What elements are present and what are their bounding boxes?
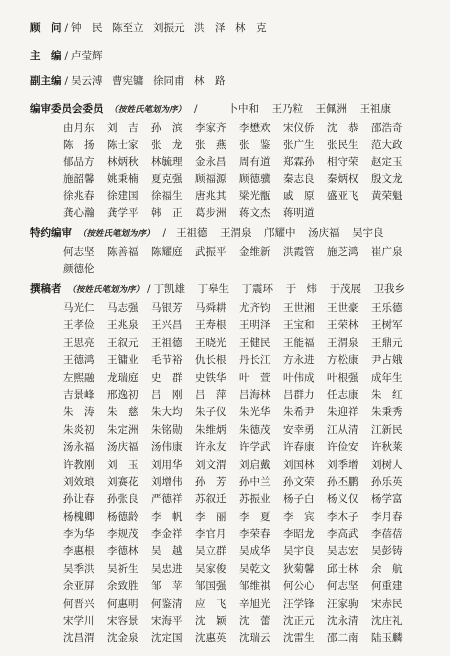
name: 盛亚飞	[327, 190, 359, 202]
name: 王佩洲	[315, 103, 348, 115]
committee-title: 编审委员会委员	[30, 103, 104, 115]
name: 苏叙迁	[195, 493, 227, 506]
name: 汤庆福	[107, 441, 139, 454]
name: 王世豪	[327, 302, 359, 314]
name: 应 飞	[195, 597, 227, 610]
name: 安幸勇	[283, 423, 315, 436]
name: 刘赛花	[107, 475, 139, 488]
name: 林 克	[235, 22, 267, 34]
name: 郑霖孙	[283, 156, 315, 168]
name: 孙 芳	[195, 475, 227, 488]
name: 沈正元	[283, 615, 315, 628]
name-row	[0, 337, 450, 350]
name: 狄菊馨	[283, 562, 315, 575]
name: 刘用华	[151, 458, 183, 471]
name: 王乐德	[371, 302, 403, 314]
name: 李为华	[63, 528, 95, 541]
name-row	[0, 263, 450, 276]
name: 钟 民	[71, 22, 103, 34]
name: 叶根强	[327, 371, 359, 384]
name: 毛节裕	[151, 354, 183, 367]
name: 孙 滨	[151, 122, 183, 134]
writers-rows	[0, 302, 450, 645]
writers-section	[0, 283, 450, 650]
name: 韩 正	[151, 207, 183, 219]
order-note: （按姓氏笔划为序）	[109, 105, 187, 115]
separator: /	[194, 103, 198, 115]
name: 张 燕	[195, 139, 227, 151]
name: 秦志良	[283, 173, 315, 185]
name: 陆玉麟	[371, 632, 403, 645]
name: 吴云溥	[71, 75, 103, 87]
name: 吕 刚	[151, 388, 183, 401]
name: 邹维祺	[239, 580, 271, 593]
name-row	[0, 354, 450, 367]
name: 邹国强	[195, 580, 227, 593]
name: 苏振业	[239, 493, 271, 506]
name: 龚心瀚	[63, 207, 95, 219]
name: 由月东	[63, 122, 95, 134]
name: 许俭安	[327, 441, 359, 454]
name: 王镛业	[107, 354, 139, 367]
name: 李惠根	[63, 545, 95, 558]
name: 孙文荣	[283, 475, 315, 488]
name: 朱秉秀	[371, 406, 403, 419]
name: 马舜耕	[195, 302, 227, 314]
name: 沈金泉	[107, 632, 139, 645]
name: 沈庄礼	[371, 615, 403, 628]
name: 刘启戴	[239, 458, 271, 471]
name: 史 群	[151, 371, 183, 384]
name: 陈耀庭	[151, 246, 183, 258]
name: 赵定玉	[371, 156, 403, 168]
name: 王明泽	[239, 319, 271, 332]
name: 张 鉴	[239, 139, 271, 151]
name: 李昭龙	[283, 528, 315, 541]
name: 唐兆其	[195, 190, 227, 202]
name: 王祖康	[359, 103, 392, 115]
special-rows	[0, 246, 450, 276]
name: 朱 涛	[63, 406, 95, 419]
name-row	[0, 580, 450, 593]
name: 何惠明	[107, 597, 139, 610]
name: 范大政	[371, 139, 403, 151]
deputy-section	[0, 75, 450, 88]
name: 曹宪镛	[112, 75, 144, 87]
name: 杨学富	[371, 493, 403, 506]
editor-title: 主 编	[30, 50, 62, 62]
name: 王宝和	[283, 319, 315, 332]
name: 余致胜	[107, 580, 139, 593]
name: 朱希尹	[283, 406, 315, 419]
name: 丹长江	[239, 354, 271, 367]
name-row	[0, 246, 450, 259]
name: 李德林	[107, 545, 139, 558]
name: 江从清	[327, 423, 359, 436]
name-row	[0, 173, 450, 186]
name-row	[0, 156, 450, 169]
name: 李蓓蓓	[371, 528, 403, 541]
consultants-names	[71, 22, 276, 35]
name: 朱迎祥	[327, 406, 359, 419]
name: 成年生	[371, 371, 403, 384]
name: 王晓光	[195, 336, 227, 349]
name: 李 帆	[151, 510, 183, 523]
name: 王祖德	[176, 227, 208, 239]
name: 朱定洲	[107, 423, 139, 436]
name: 朱铭勋	[151, 423, 183, 436]
name: 吴忠进	[151, 562, 183, 575]
name-row	[0, 319, 450, 332]
name: 史铁华	[195, 371, 227, 384]
name: 崔广泉	[371, 246, 403, 258]
name: 洪 泽	[194, 22, 226, 34]
name: 何志坚	[63, 246, 95, 258]
name: 王寿根	[195, 319, 227, 332]
name-row	[0, 563, 450, 576]
name-row	[0, 511, 450, 524]
order-note: （按姓氏笔划为序）	[67, 285, 145, 295]
name-row	[0, 598, 450, 611]
name-row	[0, 493, 450, 506]
name: 严德祥	[151, 493, 183, 506]
name: 许教刚	[63, 458, 95, 471]
name: 辛旭光	[239, 597, 271, 610]
name: 朱维炳	[195, 423, 227, 436]
deputy-names	[71, 75, 235, 88]
name: 王德鸿	[63, 354, 95, 367]
name: 朱 慈	[107, 406, 139, 419]
name-row	[0, 459, 450, 472]
name: 吴宇良	[352, 227, 384, 239]
name: 武振平	[195, 246, 227, 258]
name: 宋赤民	[371, 597, 403, 610]
name: 王思亮	[63, 336, 95, 349]
name: 宋海平	[151, 615, 183, 628]
name: 王树军	[371, 319, 403, 332]
name: 于 炜	[285, 283, 318, 295]
name: 沈昌渭	[63, 632, 95, 645]
name-row	[0, 389, 450, 402]
name-row	[0, 545, 450, 558]
separator: /	[64, 22, 69, 34]
name: 邢逸初	[107, 388, 139, 401]
name: 丁凯雄	[153, 283, 186, 295]
name: 汤庆福	[308, 227, 340, 239]
name: 许永友	[195, 441, 227, 454]
name: 叶伟成	[283, 371, 315, 384]
name: 何公心	[283, 580, 315, 593]
name: 刘振元	[153, 22, 185, 34]
name: 沈定国	[151, 632, 183, 645]
name: 孙张良	[107, 493, 139, 506]
name: 吴家俊	[195, 562, 227, 575]
name-row	[0, 207, 450, 220]
name: 王能福	[283, 336, 315, 349]
name: 尹占娥	[371, 354, 403, 367]
name: 马银芳	[151, 302, 183, 314]
special-section	[0, 227, 450, 280]
name: 卢莹辉	[71, 50, 103, 62]
name: 相守荣	[327, 156, 359, 168]
name: 邝耀中	[264, 227, 296, 239]
name: 徐同甫	[153, 75, 185, 87]
name: 张广生	[283, 139, 315, 151]
name: 杨子白	[283, 493, 315, 506]
name-row	[0, 406, 450, 419]
name: 姚秉楠	[107, 173, 139, 185]
name: 汤永福	[63, 441, 95, 454]
name: 邱士林	[327, 562, 359, 575]
name: 朱 红	[371, 388, 403, 401]
name: 王荣林	[327, 319, 359, 332]
name: 王乃粒	[271, 103, 304, 115]
name: 沈瑞云	[239, 632, 271, 645]
name: 沈 颖	[195, 615, 227, 628]
name: 陈士家	[107, 139, 139, 151]
separator: /	[162, 227, 167, 239]
separator: /	[64, 50, 69, 62]
name: 沈 恭	[327, 122, 359, 134]
name: 吕 萍	[195, 388, 227, 401]
name: 林毓理	[151, 156, 183, 168]
name-row	[0, 615, 450, 628]
name: 尤齐钧	[239, 302, 271, 314]
name: 朱大均	[151, 406, 183, 419]
name: 王世湘	[283, 302, 315, 314]
name: 顾福源	[195, 173, 227, 185]
committee-rows	[0, 122, 450, 220]
name: 徐兆春	[63, 190, 95, 202]
writers-title: 撰稿者	[30, 283, 62, 295]
name: 林炳秋	[107, 156, 139, 168]
name: 杨槐卿	[63, 510, 95, 523]
name: 丁皋生	[197, 283, 230, 295]
special-first-row	[176, 227, 396, 240]
name: 刘 吉	[107, 122, 139, 134]
name: 孙丕鹏	[327, 475, 359, 488]
consultants-section	[0, 22, 450, 35]
name: 方永进	[283, 354, 315, 367]
name: 宋学川	[63, 615, 95, 628]
name: 邹 苹	[151, 580, 183, 593]
name: 邵浩奇	[371, 122, 403, 134]
name: 王渭泉	[327, 336, 359, 349]
name: 殷文龙	[371, 173, 403, 185]
name: 何鉴清	[151, 597, 183, 610]
name: 王叙元	[107, 336, 139, 349]
name: 李月春	[371, 510, 403, 523]
name: 蒋明道	[283, 207, 315, 219]
name: 李金祥	[151, 528, 183, 541]
committee-section	[0, 103, 450, 224]
name: 沈雷生	[283, 632, 315, 645]
name: 汪学锋	[283, 597, 315, 610]
name: 沈惠英	[195, 632, 227, 645]
name: 洪霞管	[283, 246, 315, 258]
name: 仇长根	[195, 354, 227, 367]
name: 余亚屏	[63, 580, 95, 593]
name: 王兆泉	[107, 319, 139, 332]
name: 施韶馨	[63, 173, 95, 185]
name: 李懋欢	[239, 122, 271, 134]
name: 李高武	[327, 528, 359, 541]
name: 蒋文杰	[239, 207, 271, 219]
name: 余 航	[371, 562, 403, 575]
name: 汤伟康	[151, 441, 183, 454]
name: 吴彭铸	[371, 545, 403, 558]
name: 李规茂	[107, 528, 139, 541]
name: 顾德骥	[239, 173, 271, 185]
name: 刘树人	[371, 458, 403, 471]
name: 马光仁	[63, 302, 95, 314]
name: 戚 原	[283, 190, 315, 202]
name: 陈善福	[107, 246, 139, 258]
name-row	[0, 528, 450, 541]
order-note: （按姓氏笔划为序）	[78, 229, 155, 239]
name: 李木子	[327, 510, 359, 523]
name: 龚学平	[107, 207, 139, 219]
name: 朱炎初	[63, 423, 95, 436]
name: 朱子仪	[195, 406, 227, 419]
name: 丁震环	[241, 283, 274, 295]
name: 梁光甑	[239, 190, 271, 202]
name: 宋容景	[107, 615, 139, 628]
name-row	[0, 122, 450, 135]
writers-first-row	[154, 283, 418, 296]
name: 郁品方	[63, 156, 95, 168]
name: 吕海林	[239, 388, 271, 401]
name-row	[0, 302, 450, 315]
name: 李 丽	[195, 510, 227, 523]
name-row	[0, 441, 450, 454]
deputy-title: 副主编	[30, 75, 62, 87]
name-row	[0, 424, 450, 437]
name: 刘季增	[327, 458, 359, 471]
name-row	[0, 190, 450, 203]
name: 李荣春	[239, 528, 271, 541]
name: 江新民	[371, 423, 403, 436]
name: 朱光华	[239, 406, 271, 419]
name: 叶 萱	[239, 371, 271, 384]
name: 吴宇良	[283, 545, 315, 558]
name: 李 夏	[239, 510, 271, 523]
name: 许秋莱	[371, 441, 403, 454]
name-row	[0, 372, 450, 385]
name: 卫我乡	[373, 283, 406, 295]
name: 颜德伦	[63, 263, 95, 275]
name: 左熙融	[63, 371, 95, 384]
name: 黄荣魁	[371, 190, 403, 202]
name: 金永昌	[195, 156, 227, 168]
name: 孙中兰	[239, 475, 271, 488]
name: 葛步洲	[195, 207, 227, 219]
name: 金维新	[239, 246, 271, 258]
name: 陈至立	[112, 22, 144, 34]
name: 吴 越	[151, 545, 183, 558]
name: 于茂展	[329, 283, 362, 295]
name: 李家齐	[195, 122, 227, 134]
consultants-title: 顾 问	[30, 22, 62, 34]
name: 朱德茂	[239, 423, 271, 436]
name: 王孝俭	[63, 319, 95, 332]
name: 王渭泉	[220, 227, 252, 239]
name: 周有道	[239, 156, 271, 168]
name: 陈 扬	[63, 139, 95, 151]
name: 秦炳权	[327, 173, 359, 185]
name: 刘增伟	[151, 475, 183, 488]
name: 刘效琅	[63, 475, 95, 488]
name: 沈永清	[327, 615, 359, 628]
name: 王鼎元	[371, 336, 403, 349]
name: 张 龙	[151, 139, 183, 151]
name: 吴志宏	[327, 545, 359, 558]
name: 吴季洪	[63, 562, 95, 575]
name: 卜中和	[227, 103, 260, 115]
name: 邵二南	[327, 632, 359, 645]
separator: /	[147, 283, 151, 295]
name: 王祖德	[151, 336, 183, 349]
name: 张民生	[327, 139, 359, 151]
name: 龙瑞庭	[107, 371, 139, 384]
name-row	[0, 632, 450, 645]
name: 孙乐英	[371, 475, 403, 488]
name: 刘文渭	[195, 458, 227, 471]
name: 许学武	[239, 441, 271, 454]
name: 许春康	[283, 441, 315, 454]
name: 马志强	[107, 302, 139, 314]
name: 杨德龄	[107, 510, 139, 523]
name: 杨义仅	[327, 493, 359, 506]
name: 刘国林	[283, 458, 315, 471]
name: 林 路	[194, 75, 226, 87]
name: 何晋兴	[63, 597, 95, 610]
name: 吉景峰	[63, 388, 95, 401]
name: 徐建国	[107, 190, 139, 202]
name: 吴乾文	[239, 562, 271, 575]
name: 施芝鸿	[327, 246, 359, 258]
name: 方松康	[327, 354, 359, 367]
name: 宋仪侨	[283, 122, 315, 134]
name: 李官月	[195, 528, 227, 541]
name: 汪家驹	[327, 597, 359, 610]
name: 孙让春	[63, 493, 95, 506]
name: 吴祈生	[107, 562, 139, 575]
name: 刘 玉	[107, 458, 139, 471]
name: 吴成华	[239, 545, 271, 558]
name: 吕群力	[283, 388, 315, 401]
name-row	[0, 139, 450, 152]
name: 李 宾	[283, 510, 315, 523]
name: 吴立群	[195, 545, 227, 558]
name-row	[0, 476, 450, 489]
committee-first-row	[228, 103, 404, 116]
name: 王健民	[239, 336, 271, 349]
editor-section	[0, 50, 450, 63]
name: 任志康	[327, 388, 359, 401]
name: 何重建	[371, 580, 403, 593]
name: 徐福生	[151, 190, 183, 202]
name: 何志坚	[327, 580, 359, 593]
name: 沈 蕾	[239, 615, 271, 628]
name: 王兴昌	[151, 319, 183, 332]
name: 夏克强	[151, 173, 183, 185]
special-title: 特约编审	[30, 227, 72, 239]
separator: /	[64, 75, 69, 87]
